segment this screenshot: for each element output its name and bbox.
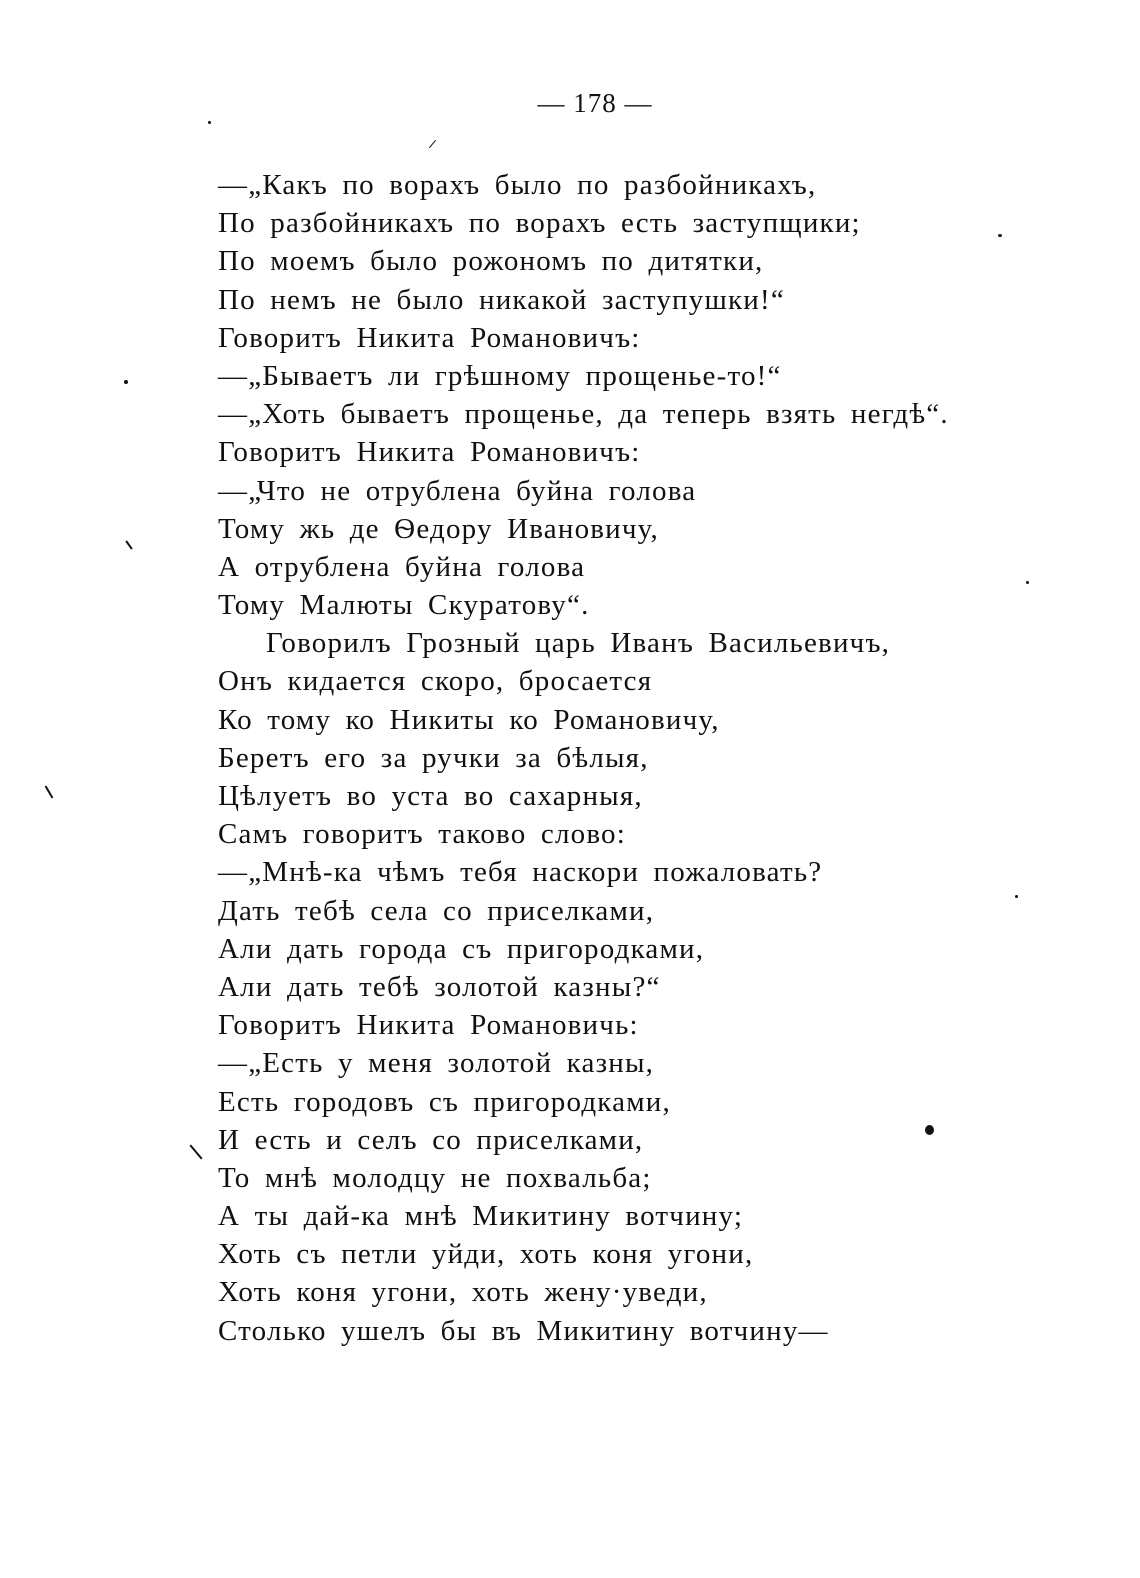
verse-line: По немъ не было никакой заступушки!“	[218, 283, 785, 316]
verse-line: Али дать города съ пригородками,	[218, 932, 705, 965]
verse-line: Говоритъ Никита Романовичъ:	[218, 436, 641, 469]
verse-line: Онъ кидается скоро, бросается	[218, 665, 653, 698]
verse-line: Ко тому ко Никиты ко Романовичу,	[218, 703, 720, 736]
verse-line: И есть и селъ со приселками,	[218, 1123, 644, 1156]
verse-line: Тому жь де Ѳедору Ивановичу,	[218, 512, 659, 545]
verse-line: —„Мнѣ-ка чѣмъ тебя наскори пожаловать?	[218, 856, 823, 889]
scan-mark	[429, 140, 436, 148]
verse-line: Беретъ его за ручки за бѣлыя,	[218, 741, 649, 774]
verse-line: А ты дай-ка мнѣ Микитину вотчину;	[218, 1200, 744, 1233]
verse-line: Столько ушелъ бы въ Микитину вотчину—	[218, 1314, 829, 1347]
scan-mark	[125, 540, 132, 549]
verse-line: Говоритъ Никита Романовичь:	[218, 1009, 639, 1042]
verse-text	[218, 166, 1078, 1350]
scan-speck	[1026, 581, 1029, 584]
scan-speck	[1015, 895, 1018, 898]
verse-line: То мнѣ молодцу не похвальба;	[218, 1161, 652, 1194]
verse-line: Хоть съ петли уйди, хоть коня угони,	[218, 1238, 754, 1271]
verse-line: —„Бываетъ ли грѣшному прощенье-то!“	[218, 359, 782, 392]
verse-line: Есть городовъ съ пригородками,	[218, 1085, 671, 1118]
verse-line: Дать тебѣ села со приселками,	[218, 894, 655, 927]
scan-speck	[998, 234, 1002, 237]
scan-mark	[45, 785, 54, 798]
verse-line: —„Есть у меня золотой казны,	[218, 1047, 655, 1080]
verse-line: —„Хоть бываетъ прощенье, да теперь взять негдѣ“.	[218, 398, 949, 431]
verse-line: —„Какъ по ворахъ было по разбойникахъ,	[218, 169, 817, 201]
scan-speck	[925, 1125, 934, 1135]
verse-line: Али дать тебѣ золотой казны?“	[218, 970, 661, 1003]
verse-line: Говоритъ Никита Романовичъ:	[218, 321, 641, 354]
verse-line: По разбойникахъ по ворахъ есть заступщики;	[218, 207, 861, 240]
verse-line: Тому Малюты Скуратову“.	[218, 589, 590, 622]
verse-line: А отрублена буйна голова	[218, 550, 586, 583]
scan-mark	[189, 1144, 202, 1159]
verse-line: Цѣлуетъ во уста во сахарныя,	[218, 780, 643, 812]
verse-line: По моемъ было рожономъ по дитятки,	[218, 245, 764, 278]
page-number: — 178 —	[537, 88, 653, 118]
verse-line: Хоть коня угони, хоть жену·уведи,	[218, 1276, 708, 1309]
verse-line: —„Что не отрублена буйна голова	[218, 474, 697, 507]
scan-speck	[124, 380, 128, 384]
scan-speck	[208, 121, 211, 124]
verse-line: Говорилъ Грозный царь Иванъ Васильевичъ,	[266, 627, 891, 660]
verse-line: Самъ говоритъ таково слово:	[218, 818, 626, 851]
